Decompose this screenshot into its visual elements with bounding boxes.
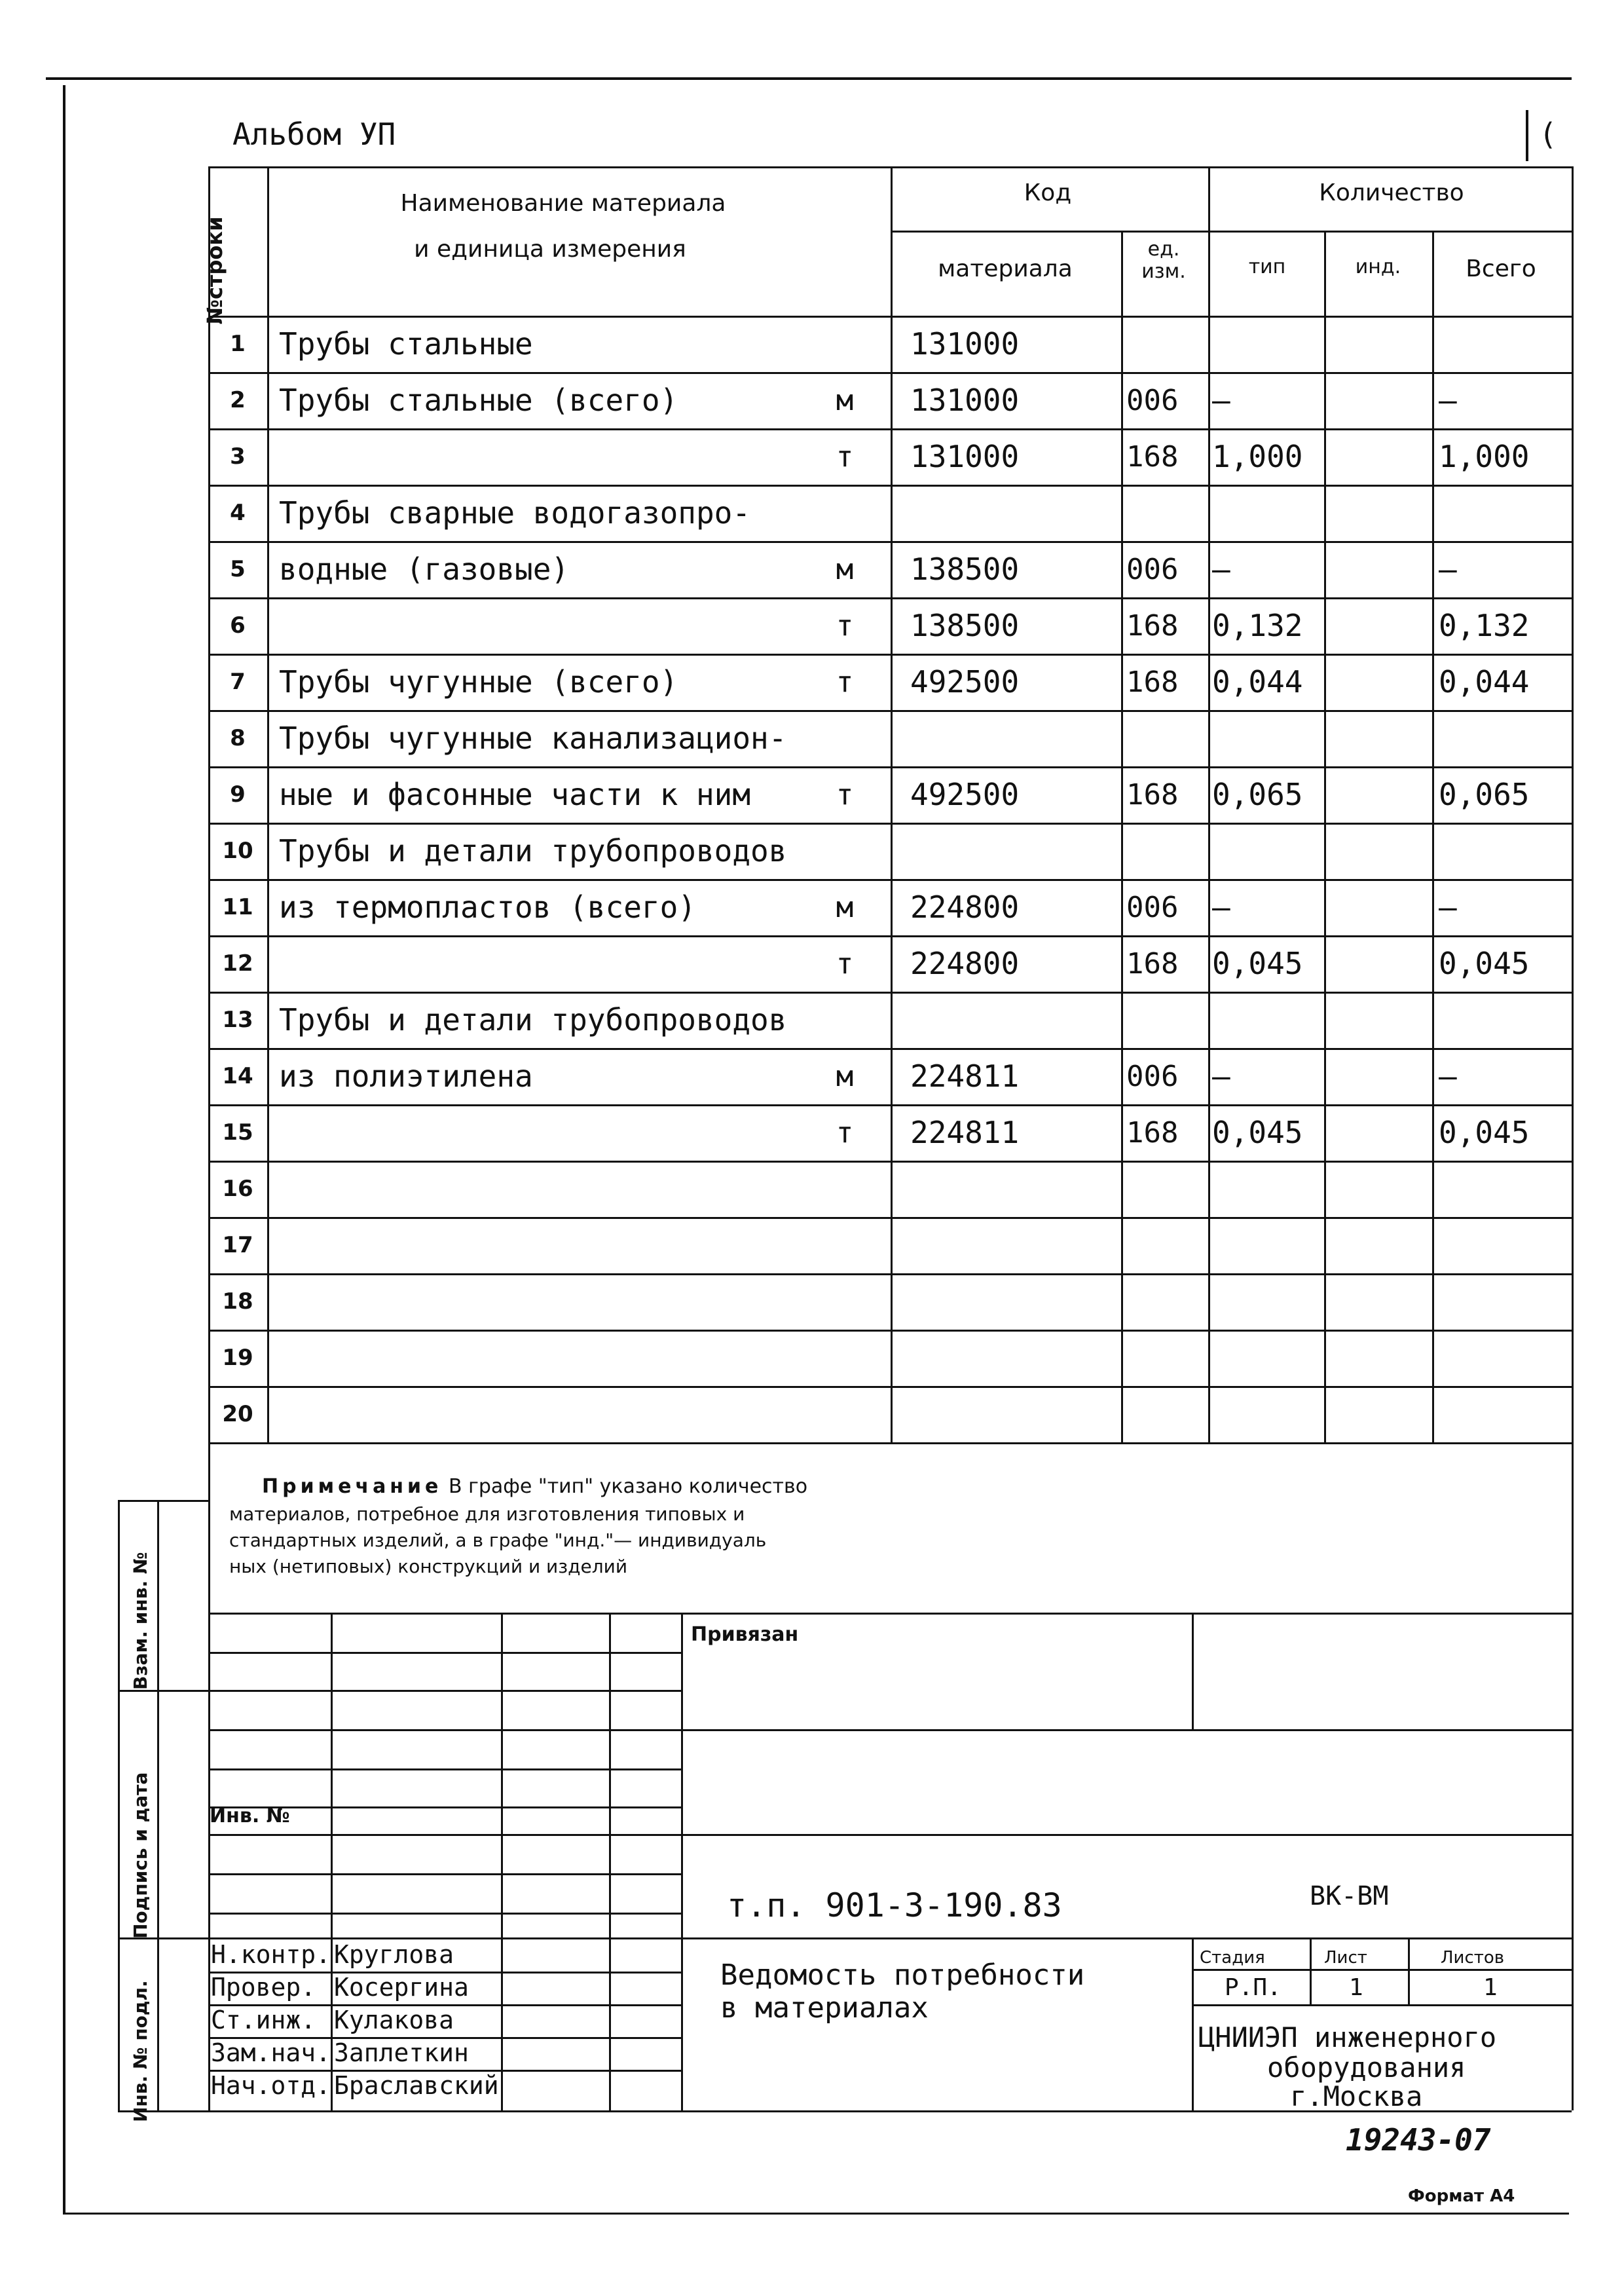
row-number: 10 [222,838,253,864]
note-line-4: ных (нетиповых) конструкций и изделий [229,1556,628,1577]
stamp-doc-code: т.п. 901-3-190.83 [727,1886,1062,1924]
unit-code: 168 [1126,946,1179,981]
material-code: 131000 [910,326,1020,362]
material-name: Трубы чугунные (всего) [279,664,678,700]
qty-type: – [1212,1058,1230,1094]
material-code: 492500 [910,777,1020,812]
signer-role: Провер. [211,1973,316,2002]
side-label-podpis: Подпись и дата [130,1772,151,1939]
archive-number: 19243-07 [1346,2122,1491,2158]
row-number: 8 [230,725,246,751]
row-number: 15 [222,1119,253,1146]
signer-name: Круглова [334,1940,454,1969]
signer-role: Н.контр. [211,1940,331,1969]
row-number: 4 [230,500,246,526]
format-label: Формат А4 [1408,2186,1515,2206]
material-name: Трубы сварные водогазопро- [279,495,751,531]
row-number: 5 [230,556,246,582]
signer-role: Нач.отд. [211,2071,331,2100]
qty-type: – [1212,552,1230,587]
qty-type: 0,045 [1212,946,1303,981]
unit-mark: м [836,890,854,924]
header-qty-total: Всего [1466,255,1536,282]
stamp-sheet-code: ВК-ВМ [1310,1881,1389,1911]
note-rest: В графе "тип" указано количество [448,1475,808,1498]
header-qty-group: Количество [1319,179,1464,206]
unit-code: 168 [1126,608,1179,643]
material-name: из полиэтилена [279,1058,533,1094]
qty-type: 0,132 [1212,608,1303,643]
qty-total: 0,045 [1439,1115,1530,1150]
header-name-line2: и единица измерения [414,236,686,263]
album-title: Альбом УП [232,117,396,152]
material-name: Трубы и детали трубопроводов [279,833,787,869]
stamp-org-line1: ЦНИИЭП инженерного [1198,2021,1497,2053]
unit-code: 006 [1126,383,1179,417]
row-number: 13 [222,1007,253,1033]
unit-code: 006 [1126,552,1179,586]
stamp-org-line2: оборудования [1267,2051,1466,2084]
stamp-sheet-label: Лист [1324,1948,1367,1968]
row-number: 18 [222,1288,253,1315]
qty-total: – [1439,383,1457,418]
signer-role: Зам.нач. [211,2038,331,2067]
material-code: 138500 [910,608,1020,643]
header-code-unit: ед. изм. [1141,238,1186,283]
material-code: 224800 [910,946,1020,981]
qty-total: 0,132 [1439,608,1530,643]
row-number: 3 [230,443,246,470]
row-number: 11 [222,894,253,920]
unit-mark: м [836,552,854,586]
unit-code: 006 [1126,890,1179,924]
unit-mark: т [836,440,854,474]
stamp-privyazan: Привязан [691,1623,799,1646]
material-name: водные (газовые) [279,552,570,587]
unit-mark: т [836,1115,854,1150]
unit-mark: м [836,383,854,417]
header-qty-ind: инд. [1355,255,1401,278]
unit-code: 168 [1126,1115,1179,1150]
row-number: 12 [222,950,253,977]
row-number: 19 [222,1345,253,1371]
material-code: 138500 [910,552,1020,587]
material-name: из термопластов (всего) [279,889,696,925]
signer-name: Заплеткин [334,2038,469,2067]
stamp-title-line2: в материалах [720,1991,929,2025]
qty-total: – [1439,552,1457,587]
side-label-inv-podl: Инв. № подл. [130,1980,151,2122]
note-lead: Примечание [262,1475,443,1498]
row-number: 7 [230,669,246,695]
material-name: ные и фасонные части к ним [279,777,751,812]
unit-code: 168 [1126,777,1179,812]
unit-code: 006 [1126,1059,1179,1093]
unit-mark: т [836,777,854,812]
stamp-stage-value: Р.П. [1225,1974,1282,2001]
unit-code: 168 [1126,440,1179,474]
row-number: 20 [222,1401,253,1427]
qty-total: 0,065 [1439,777,1530,812]
material-code: 131000 [910,439,1020,474]
unit-code: 168 [1126,665,1179,699]
row-number: 16 [222,1176,253,1202]
signer-name: Кулакова [334,2006,454,2034]
material-name: Трубы и детали трубопроводов [279,1002,787,1038]
stamp-sheets-value: 1 [1483,1974,1498,2001]
signer-name: Браславский [334,2071,499,2100]
signer-name: Косергина [334,1973,469,2002]
unit-mark: т [836,946,854,981]
signer-role: Ст.инж. [211,2006,316,2034]
qty-type: 0,044 [1212,664,1303,700]
material-code: 492500 [910,664,1020,700]
material-code: 224811 [910,1115,1020,1150]
qty-total: 1,000 [1439,439,1530,474]
row-number: 17 [222,1232,253,1258]
corner-mark: ( [1539,117,1557,152]
unit-mark: м [836,1059,854,1093]
row-number: 9 [230,781,246,808]
stamp-stage-label: Стадия [1200,1948,1265,1968]
qty-total: 0,045 [1439,946,1530,981]
row-number: 1 [230,331,246,357]
qty-type: 1,000 [1212,439,1303,474]
row-number: 2 [230,387,246,413]
qty-type: 0,065 [1212,777,1303,812]
side-label-vzam: Взам. инв. № [130,1552,151,1690]
qty-type: – [1212,889,1230,925]
qty-total: 0,044 [1439,664,1530,700]
qty-type: 0,045 [1212,1115,1303,1150]
stamp-inv-no: Инв. № [210,1805,290,1827]
note-line-2: материалов, потребное для изготовления типовых и [229,1503,745,1525]
material-code: 224800 [910,889,1020,925]
qty-total: – [1439,889,1457,925]
material-code: 131000 [910,383,1020,418]
document-page: Альбом УП ( 1 Трубы стальные 131000 2 Трубы стальные (всего) м 131000 006 – – 3 т 131000 168 1,000 1,000 4 Трубы сварные водогазопро- 5 водные (газовые) м 138500 006 – – 6 т 138500 168 0,132 0,132 7 Трубы чугунные (всего) т 492500 168 0,044 0,044 8 Трубы чугунные канализацион- 9 ные и фасонные части к ним т 492500 168 0,065 0,065 10 Трубы и детали трубопроводов 11 из термопластов (всего) м 224800 006 – – 12 т 224800 168 0,045 0,045 13 Трубы и детали трубопроводов 14 из полиэтилена м 224811 006 – – 15 т 224811 168 0,045 0,045 16 17 18 19 20 №строки Наименование материала и единица измерения Код материала ед. изм. Количество тип инд. Всего Примечание В графе "тип" указано количество материалов, потребное для изготовления типовых и стандартных изделий, а в графе "инд."— индивидуаль ных (нетиповых) конструкций и изделий Взам. инв. № Подпись и дата Инв. № подл. Привязан Инв. № т.п. 901-3-190.83 ВК-ВМ Ведомость потребности в материалах Стадия Лист Листов Р.П. 1 1 ЦНИИЭП инженерного оборудования г.Москва Н.контр. Круглова Провер. Косергина Ст.инж. Кулакова Зам.нач. Заплеткин Нач.отд. Браславский 19243-07 Формат А4 [0,0,1624,2282]
unit-mark: т [836,608,854,643]
qty-type: – [1212,383,1230,418]
stamp-title-line1: Ведомость потребности [720,1958,1085,1992]
qty-total: – [1439,1058,1457,1094]
unit-mark: т [836,665,854,699]
header-name-line1: Наименование материала [400,190,726,217]
header-qty-type: тип [1248,255,1286,278]
stamp-sheet-value: 1 [1349,1974,1363,2001]
row-number: 14 [222,1063,253,1089]
header-code-material: материала [938,255,1073,282]
material-code: 224811 [910,1058,1020,1094]
material-name: Трубы стальные [279,326,533,362]
header-code-group: Код [1024,179,1072,206]
material-name: Трубы чугунные канализацион- [279,720,787,756]
note-line-3: стандартных изделий, а в графе "инд."— индивидуаль [229,1529,767,1551]
stamp-sheets-label: Листов [1441,1948,1505,1968]
material-name: Трубы стальные (всего) [279,383,678,418]
row-number: 6 [230,612,246,639]
stamp-org-line3: г.Москва [1290,2080,1423,2112]
